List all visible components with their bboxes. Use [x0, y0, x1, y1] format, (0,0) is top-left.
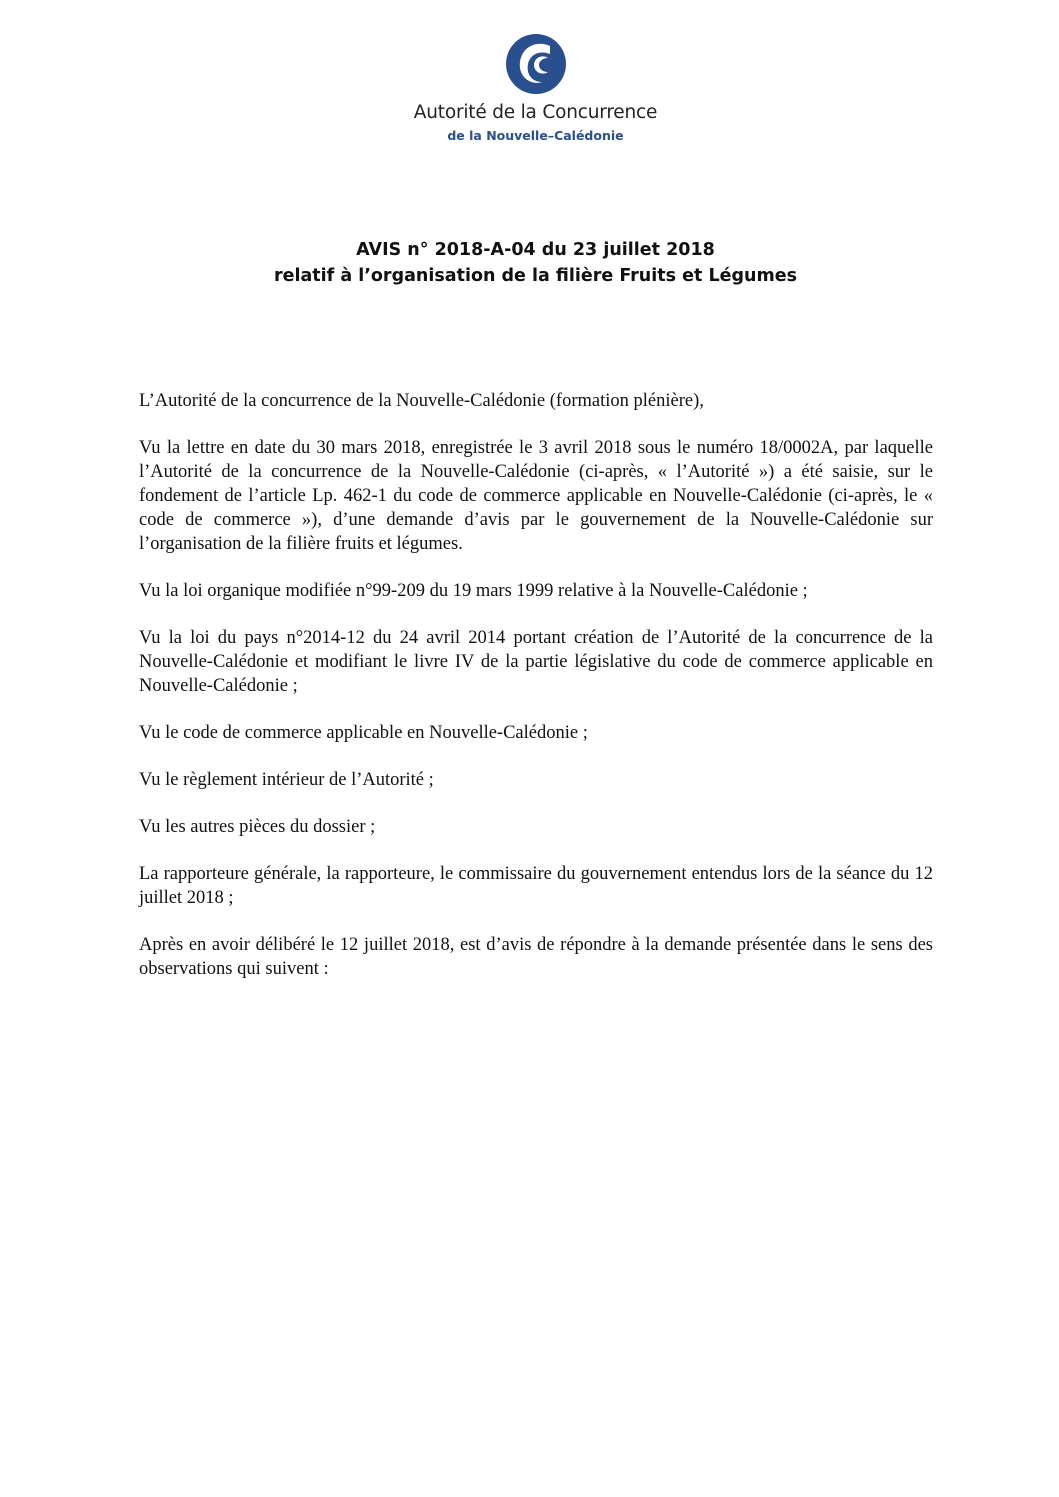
title-line-2: relatif à l’organisation de la filière Fruits et Légumes	[273, 266, 797, 286]
paragraph-vu-pieces: Vu les autres pièces du dossier ;	[139, 817, 376, 837]
paragraph-vu-loi-organique: Vu la loi organique modifiée n°99-209 du 19 mars 1999 relative à la Nouvelle-Calédonie ;	[139, 581, 808, 601]
paragraph-rapporteure: La rapporteure générale, la rapporteure, le commissaire du gouvernement entendus lors de la séance du 12 juillet 2018 ;	[139, 864, 933, 908]
org-name: Autorité de la Concurrence	[413, 102, 658, 123]
swirl-logo-icon	[504, 32, 568, 96]
paragraph-vu-lettre: Vu la lettre en date du 30 mars 2018, enregistrée le 3 avril 2018 sous le numéro 18/0002A, par laquelle l’Autorité de la concurrence de la Nouvelle-Calédonie (ci-après, « l’Autorité ») a été saisie, sur le fondement de l’article Lp. 462-1 du code de commerce applicable en Nouvelle-Calédonie (ci-après, le « code de commerce »), d’une demande d’avis par le gouvernement de la Nouvelle-Calédonie sur l’organisation de la filière fruits et légumes.	[139, 438, 933, 554]
paragraph-preamble: L’Autorité de la concurrence de la Nouvelle-Calédonie (formation plénière),	[139, 391, 704, 411]
document-title	[0, 237, 1059, 289]
paragraph-vu-reglement: Vu le règlement intérieur de l’Autorité ;	[139, 770, 434, 790]
paragraph-vu-code-commerce: Vu le code de commerce applicable en Nouvelle-Calédonie ;	[139, 723, 588, 743]
org-subtitle: de la Nouvelle–Calédonie	[447, 128, 624, 143]
document-header	[0, 32, 1059, 143]
title-line-1: AVIS n° 2018-A-04 du 23 juillet 2018	[356, 240, 715, 260]
document-body	[139, 389, 933, 1004]
paragraph-vu-loi-pays: Vu la loi du pays n°2014-12 du 24 avril 2014 portant création de l’Autorité de la concurrence de la Nouvelle-Calédonie et modifiant le livre IV de la partie législative du code de commerce applicable en Nouvelle-Calédonie ;	[139, 628, 933, 696]
paragraph-deliberation: Après en avoir délibéré le 12 juillet 2018, est d’avis de répondre à la demande présentée dans le sens des observations qui suivent :	[139, 935, 933, 979]
